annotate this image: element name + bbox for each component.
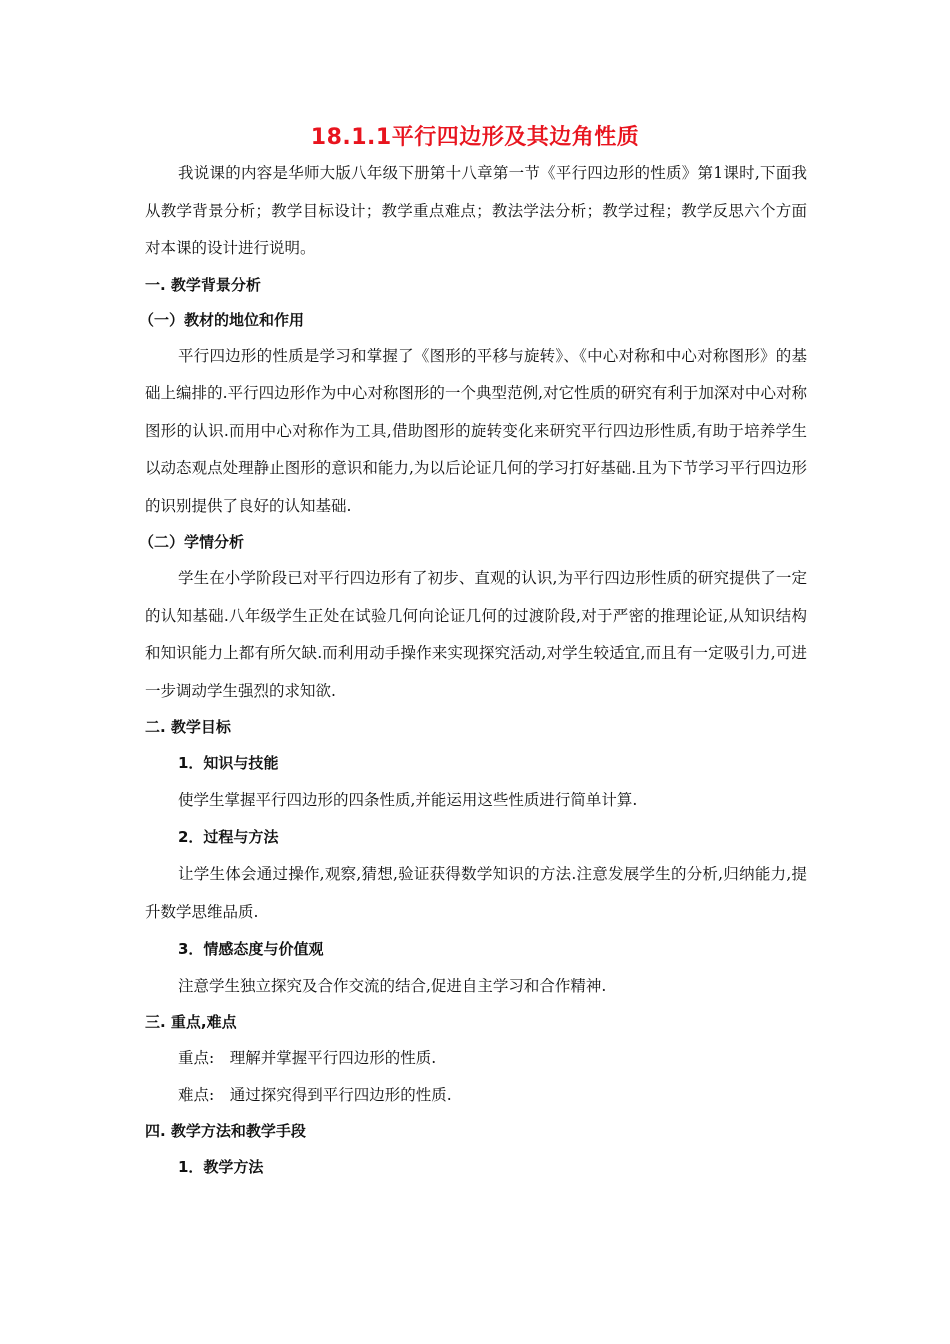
method-1-title: 1．教学方法	[178, 1158, 264, 1176]
section-2-heading: 二. 教学目标	[145, 718, 231, 736]
goal-1-title: 1．知识与技能	[178, 754, 279, 772]
difficult-point: 难点: 通过探究得到平行四边形的性质.	[178, 1086, 452, 1104]
section-3-heading: 三. 重点,难点	[145, 1013, 237, 1031]
section-4-heading: 四. 教学方法和教学手段	[145, 1122, 306, 1140]
intro-paragraph: 我说课的内容是华师大版八年级下册第十八章第一节《平行四边形的性质》第1课时,下面我从教学背景分析；教学目标设计；教学重点难点；教法学法分析；教学过程；教学反思六个方面对本课的设计进行说明。	[145, 164, 807, 257]
goal-3-title: 3．情感态度与价值观	[178, 940, 324, 958]
goal-1-text: 使学生掌握平行四边形的四条性质,并能运用这些性质进行简单计算.	[178, 791, 638, 809]
key-point: 重点: 理解并掌握平行四边形的性质.	[178, 1049, 437, 1067]
goal-2-text: 让学生体会通过操作,观察,猜想,验证获得数学知识的方法.注意发展学生的分析,归纳能力,提升数学思维品质.	[145, 865, 807, 921]
section-1-heading: 一. 教学背景分析	[145, 275, 261, 294]
goal-3-text: 注意学生独立探究及合作交流的结合,促进自主学习和合作精神.	[178, 977, 607, 995]
goal-2-title: 2．过程与方法	[178, 828, 279, 846]
document-body	[139, 155, 807, 1186]
section-1-sub-2-heading: （二）学情分析	[139, 533, 245, 551]
document-title: 18.1.1平行四边形及其边角性质	[310, 125, 640, 150]
section-1-sub-1-heading: （一）教材的地位和作用	[139, 310, 305, 329]
section-1-sub-1-paragraph: 平行四边形的性质是学习和掌握了《图形的平移与旋转》、《中心对称和中心对称图形》的基础上编排的.平行四边形作为中心对称图形的一个典型范例,对它性质的研究有利于加深对中心对称图形的认识.而用中心对称作为工具,借助图形的旋转变化来研究平行四边形性质,有助于培养学生以动态观点处理静止图形的意识和能力,为以后论证几何的学习打好基础.且为下节学习平行四边形的识别提供了良好的认知基础.	[145, 346, 807, 515]
section-1-sub-2-paragraph: 学生在小学阶段已对平行四边形有了初步、直观的认识,为平行四边形性质的研究提供了一定的认知基础.八年级学生正处在试验几何向论证几何的过渡阶段,对于严密的推理论证,从知识结构和知识能力上都有所欠缺.而利用动手操作来实现探究活动,对学生较适宜,而且有一定吸引力,可进一步调动学生强烈的求知欲.	[145, 569, 807, 700]
